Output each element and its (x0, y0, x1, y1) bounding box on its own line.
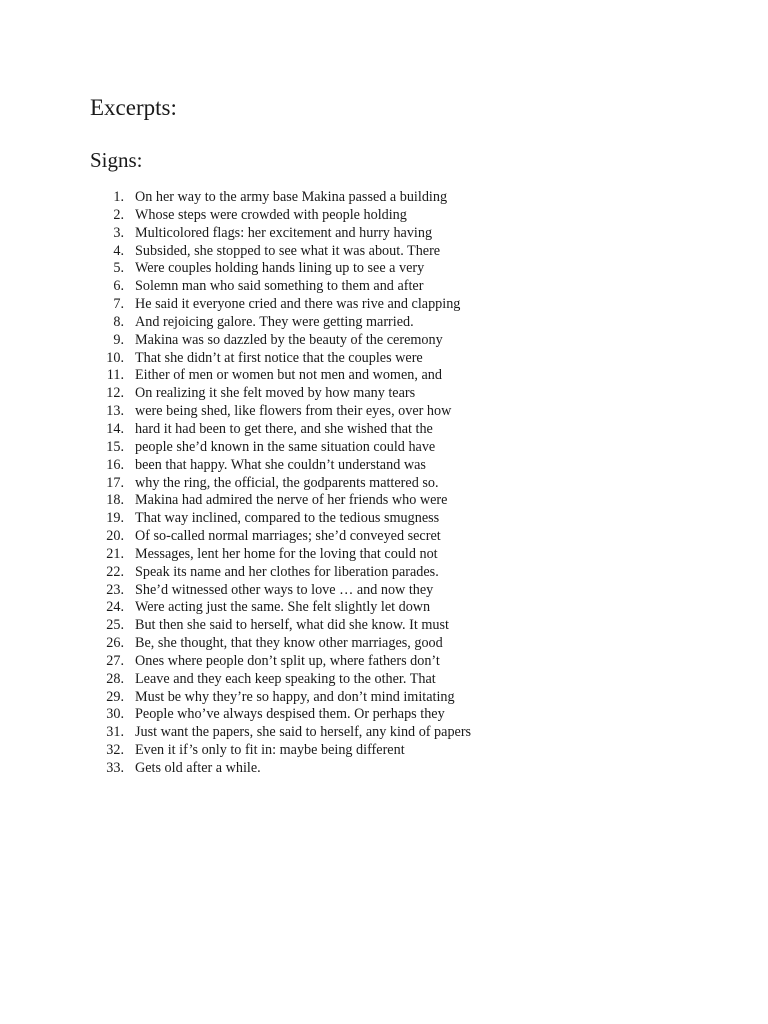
line-number: 7. (113, 296, 124, 313)
numbered-line-list (100, 189, 471, 778)
line-text: Were acting just the same. She felt slightly let down (135, 599, 431, 616)
line-text: Solemn man who said something to them and after (135, 278, 424, 295)
line-text: Be, she thought, that they know other marriages, good (135, 635, 443, 652)
line-number: 13. (106, 403, 124, 420)
line-number: 28. (106, 670, 124, 687)
line-text: But then she said to herself, what did she know. It must (135, 617, 449, 634)
line-text: were being shed, like flowers from their eyes, over how (135, 403, 452, 420)
list-item (100, 332, 471, 350)
line-number: 12. (106, 385, 124, 402)
list-item (100, 564, 471, 582)
list-item (100, 599, 471, 617)
line-text: And rejoicing galore. They were getting married. (135, 313, 414, 330)
list-item (100, 260, 471, 278)
line-number: 2. (113, 206, 124, 223)
list-item (100, 742, 471, 760)
list-item (100, 546, 471, 564)
line-text: Makina had admired the nerve of her friends who were (135, 492, 448, 509)
list-item (100, 457, 471, 475)
list-item (100, 385, 471, 403)
line-text: Were couples holding hands lining up to see a very (135, 260, 425, 277)
line-text: Either of men or women but not men and women, and (135, 367, 442, 384)
line-number: 9. (113, 331, 124, 348)
list-item (100, 492, 471, 510)
list-item (100, 439, 471, 457)
line-text: On realizing it she felt moved by how many tears (135, 385, 416, 402)
list-item (100, 706, 471, 724)
list-item (100, 510, 471, 528)
line-text: On her way to the army base Makina passed a building (135, 189, 448, 205)
list-item (100, 421, 471, 439)
line-number: 17. (106, 474, 124, 491)
line-number: 29. (106, 688, 124, 705)
line-number: 27. (106, 652, 124, 669)
line-text: hard it had been to get there, and she wished that the (135, 420, 433, 437)
list-item (100, 724, 471, 742)
list-item (100, 653, 471, 671)
line-text: Messages, lent her home for the loving that could not (135, 545, 438, 562)
line-text: Multicolored flags: her excitement and hurry having (135, 224, 433, 241)
line-text: Subsided, she stopped to see what it was about. There (135, 242, 441, 259)
line-text: Gets old after a while. (135, 760, 261, 776)
list-item (100, 367, 471, 385)
line-text: Must be why they’re so happy, and don’t mind imitating (135, 688, 455, 705)
list-item (100, 225, 471, 243)
list-item (100, 689, 471, 707)
line-number: 26. (106, 635, 124, 652)
line-number: 21. (106, 545, 124, 562)
list-item (100, 243, 471, 261)
line-number: 16. (106, 456, 124, 473)
line-text: Even it if’s only to fit in: maybe being different (135, 742, 405, 759)
line-text: She’d witnessed other ways to love … and now they (135, 581, 434, 598)
line-number: 30. (106, 706, 124, 723)
line-number: 1. (113, 189, 124, 205)
line-number: 33. (106, 760, 124, 776)
list-item (100, 671, 471, 689)
line-text: Whose steps were crowded with people holding (135, 206, 407, 223)
list-item (100, 189, 471, 207)
section-title: Signs: (90, 148, 143, 172)
line-number: 8. (113, 313, 124, 330)
line-number: 23. (106, 581, 124, 598)
line-text: That way inclined, compared to the tedious smugness (135, 510, 440, 527)
list-item (100, 350, 471, 368)
line-text: Leave and they each keep speaking to the other. That (135, 670, 436, 687)
line-number: 4. (113, 242, 124, 259)
line-number: 22. (106, 563, 124, 580)
line-number: 6. (113, 278, 124, 295)
line-number: 14. (106, 420, 124, 437)
line-number: 10. (106, 349, 124, 366)
list-item (100, 617, 471, 635)
list-item (100, 296, 471, 314)
list-item (100, 475, 471, 493)
line-number: 32. (106, 742, 124, 759)
list-item (100, 582, 471, 600)
line-number: 31. (106, 724, 124, 741)
list-item (100, 635, 471, 653)
line-text: why the ring, the official, the godparents mattered so. (135, 474, 439, 491)
list-item (100, 207, 471, 225)
list-item (100, 403, 471, 421)
document-title: Excerpts: (90, 95, 177, 120)
line-text: Just want the papers, she said to herself, any kind of papers (135, 724, 472, 741)
line-number: 24. (106, 599, 124, 616)
list-item (100, 314, 471, 332)
line-text: Of so-called normal marriages; she’d conveyed secret (135, 528, 441, 545)
line-text: He said it everyone cried and there was rive and clapping (135, 296, 461, 313)
line-text: been that happy. What she couldn’t understand was (135, 456, 426, 473)
list-item (100, 278, 471, 296)
line-number: 19. (106, 510, 124, 527)
line-number: 11. (106, 367, 124, 384)
list-item (100, 760, 471, 778)
line-number: 15. (106, 438, 124, 455)
line-text: That she didn’t at first notice that the couples were (135, 349, 423, 366)
line-text: people she’d known in the same situation could have (135, 438, 436, 455)
line-text: Ones where people don’t split up, where fathers don’t (135, 652, 440, 669)
line-number: 5. (113, 260, 124, 277)
line-number: 25. (106, 617, 124, 634)
line-number: 3. (113, 224, 124, 241)
line-number: 18. (106, 492, 124, 509)
line-text: Speak its name and her clothes for liberation parades. (135, 563, 439, 580)
line-text: People who’ve always despised them. Or perhaps they (135, 706, 445, 723)
line-number: 20. (106, 528, 124, 545)
line-text: Makina was so dazzled by the beauty of the ceremony (135, 331, 443, 348)
list-item (100, 528, 471, 546)
